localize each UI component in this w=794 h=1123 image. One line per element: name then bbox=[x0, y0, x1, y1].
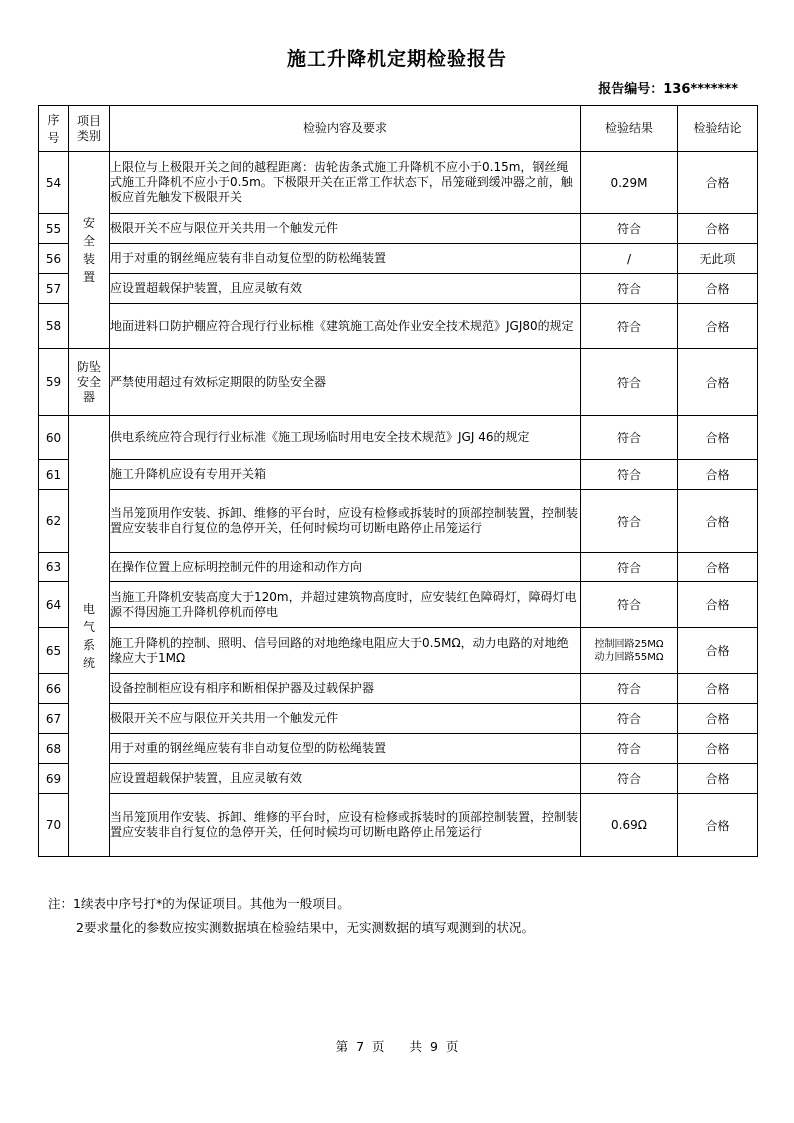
row-number: 59 bbox=[39, 349, 69, 416]
row-number: 68 bbox=[39, 734, 69, 764]
report-title: 施工升降机定期检验报告 bbox=[286, 48, 507, 70]
row-number: 69 bbox=[39, 764, 69, 794]
table-row bbox=[39, 304, 758, 349]
table-row bbox=[39, 553, 758, 582]
row-conclusion: 合格 bbox=[678, 460, 758, 490]
table-row bbox=[39, 704, 758, 734]
row-number: 67 bbox=[39, 704, 69, 734]
row-content: 地面进料口防护棚应符合现行行业标椎《建筑施工高处作业安全技术规范》JGJ80的规定 bbox=[110, 304, 581, 349]
row-number: 56 bbox=[39, 244, 69, 274]
table-header-row bbox=[39, 106, 758, 152]
header-result: 检验结果 bbox=[581, 106, 678, 152]
row-content: 施工升降机应设有专用开关箱 bbox=[110, 460, 581, 490]
row-number: 66 bbox=[39, 674, 69, 704]
row-number: 62 bbox=[39, 490, 69, 553]
report-number: 报告编号：136******* bbox=[598, 82, 738, 97]
row-result: 符合 bbox=[581, 674, 678, 704]
row-result: 符合 bbox=[581, 553, 678, 582]
result-power-circuit: 动力回路55MΩ bbox=[594, 651, 664, 663]
category-fall-protection: 防坠安全器 bbox=[69, 349, 110, 416]
category-electrical-system: 电气系统 bbox=[69, 416, 110, 857]
table-row bbox=[39, 349, 758, 416]
row-content: 应设置超载保护装置，且应灵敏有效 bbox=[110, 764, 581, 794]
row-result: 符合 bbox=[581, 734, 678, 764]
row-conclusion: 合格 bbox=[678, 794, 758, 857]
row-number: 54 bbox=[39, 152, 69, 214]
note-line-2: 2要求量化的参数应按实测数据填在检验结果中，无实测数据的填写观测到的状况。 bbox=[76, 920, 534, 935]
row-content: 用于对重的钢丝绳应装有非自动复位型的防松绳装置 bbox=[110, 734, 581, 764]
notes bbox=[48, 892, 534, 940]
table-row bbox=[39, 734, 758, 764]
inspection-table bbox=[38, 105, 758, 857]
header-seq: 序号 bbox=[39, 106, 69, 152]
row-content: 严禁使用超过有效标定期限的防坠安全器 bbox=[110, 349, 581, 416]
table-row bbox=[39, 628, 758, 674]
row-result: 0.29M bbox=[581, 152, 678, 214]
row-result: 符合 bbox=[581, 460, 678, 490]
row-result: 符合 bbox=[581, 274, 678, 304]
row-result: 符合 bbox=[581, 349, 678, 416]
row-content: 在操作位置上应标明控制元件的用途和动作方向 bbox=[110, 553, 581, 582]
table-row bbox=[39, 152, 758, 214]
row-conclusion: 合格 bbox=[678, 674, 758, 704]
row-conclusion: 合格 bbox=[678, 734, 758, 764]
row-result: 符合 bbox=[581, 490, 678, 553]
table-row bbox=[39, 214, 758, 244]
row-conclusion: 合格 bbox=[678, 704, 758, 734]
row-conclusion: 合格 bbox=[678, 553, 758, 582]
row-content: 当吊笼顶用作安装、拆卸、维修的平台时，应设有检修或拆装时的顶部控制装置，控制装置应安装非自行复位的急停开关，任何时候均可切断电路停止吊笼运行 bbox=[110, 490, 581, 553]
table-row bbox=[39, 490, 758, 553]
row-result: 符合 bbox=[581, 764, 678, 794]
row-number: 55 bbox=[39, 214, 69, 244]
table-row bbox=[39, 582, 758, 628]
header-conclusion: 检验结论 bbox=[678, 106, 758, 152]
table-row bbox=[39, 416, 758, 460]
row-number: 60 bbox=[39, 416, 69, 460]
row-conclusion: 合格 bbox=[678, 274, 758, 304]
row-content: 应设置超载保护装置，且应灵敏有效 bbox=[110, 274, 581, 304]
table-row bbox=[39, 794, 758, 857]
header-category: 项目类别 bbox=[69, 106, 110, 152]
row-conclusion: 合格 bbox=[678, 764, 758, 794]
row-content: 上限位与上极限开关之间的越程距离：齿轮齿条式施工升降机不应小于0.15m，钢丝绳式施工升降机不应小于0.5m。下极限开关在正常工作状态下，吊笼碰到缓冲器之前，触板应首先触发下极限开关 bbox=[110, 152, 581, 214]
row-conclusion: 合格 bbox=[678, 628, 758, 674]
table-row bbox=[39, 274, 758, 304]
table-row bbox=[39, 244, 758, 274]
row-result: 符合 bbox=[581, 416, 678, 460]
table-row bbox=[39, 674, 758, 704]
row-result: 符合 bbox=[581, 304, 678, 349]
page-footer: 第 7 页 共 9 页 bbox=[335, 1039, 459, 1054]
row-conclusion: 合格 bbox=[678, 490, 758, 553]
row-content: 施工升降机的控制、照明、信号回路的对地绝缘电阻应大于0.5MΩ，动力电路的对地绝缘应大于1MΩ bbox=[110, 628, 581, 674]
row-number: 64 bbox=[39, 582, 69, 628]
note-line-1: 注：1续表中序号打*的为保证项目。其他为一般项目。 bbox=[48, 896, 350, 911]
row-number: 57 bbox=[39, 274, 69, 304]
row-content: 极限开关不应与限位开关共用一个触发元件 bbox=[110, 214, 581, 244]
row-result: 符合 bbox=[581, 214, 678, 244]
row-conclusion: 合格 bbox=[678, 152, 758, 214]
row-conclusion: 合格 bbox=[678, 349, 758, 416]
row-content: 用于对重的钢丝绳应装有非自动复位型的防松绳装置 bbox=[110, 244, 581, 274]
row-result: / bbox=[581, 244, 678, 274]
table-row bbox=[39, 764, 758, 794]
row-number: 58 bbox=[39, 304, 69, 349]
header-content: 检验内容及要求 bbox=[110, 106, 581, 152]
row-content: 供电系统应符合现行行业标准《施工现场临时用电安全技术规范》JGJ 46的规定 bbox=[110, 416, 581, 460]
row-conclusion: 合格 bbox=[678, 304, 758, 349]
row-content: 极限开关不应与限位开关共用一个触发元件 bbox=[110, 704, 581, 734]
result-control-circuit: 控制回路25MΩ bbox=[594, 638, 664, 650]
row-result bbox=[581, 628, 678, 674]
row-conclusion: 合格 bbox=[678, 582, 758, 628]
row-content: 当吊笼顶用作安装、拆卸、维修的平台时，应设有检修或拆装时的顶部控制装置，控制装置应安装非自行复位的急停开关，任何时候均可切断电路停止吊笼运行 bbox=[110, 794, 581, 857]
row-conclusion: 无此项 bbox=[678, 244, 758, 274]
row-result: 0.69Ω bbox=[581, 794, 678, 857]
category-safety-devices: 安全装置 bbox=[69, 152, 110, 349]
row-number: 63 bbox=[39, 553, 69, 582]
row-number: 70 bbox=[39, 794, 69, 857]
row-number: 65 bbox=[39, 628, 69, 674]
row-conclusion: 合格 bbox=[678, 416, 758, 460]
row-number: 61 bbox=[39, 460, 69, 490]
row-result: 符合 bbox=[581, 582, 678, 628]
row-result: 符合 bbox=[581, 704, 678, 734]
table-row bbox=[39, 460, 758, 490]
row-content: 设备控制柜应设有相序和断相保护器及过载保护器 bbox=[110, 674, 581, 704]
row-content: 当施工升降机安装高度大于120m，并超过建筑物高度时，应安装红色障碍灯，障碍灯电源不得因施工升降机停机而停电 bbox=[110, 582, 581, 628]
row-conclusion: 合格 bbox=[678, 214, 758, 244]
